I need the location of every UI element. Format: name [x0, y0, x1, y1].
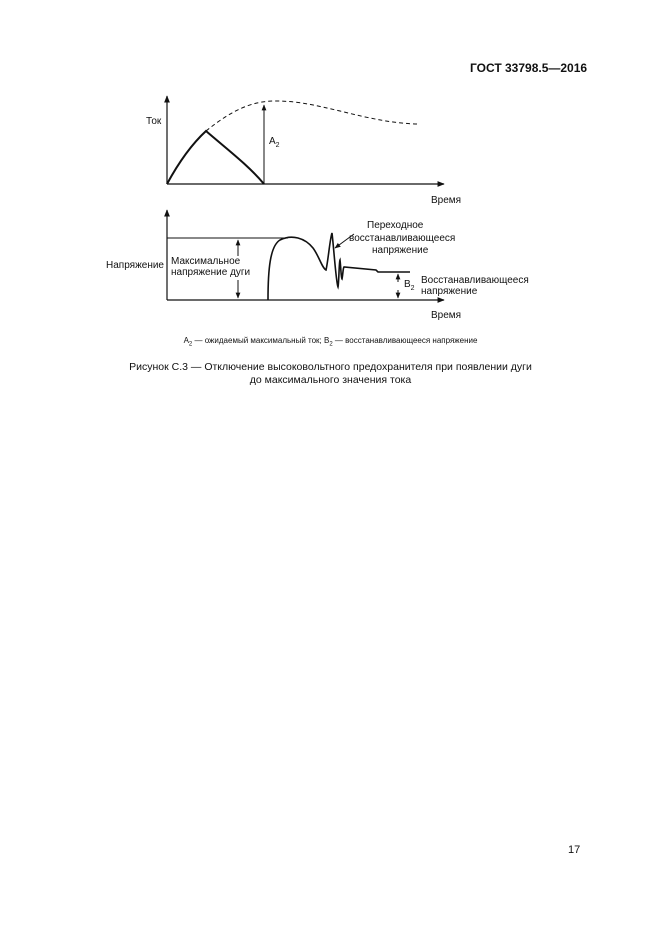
page-number: 17 — [568, 844, 581, 856]
figure-caption — [0, 361, 661, 387]
transient-label-line1: Переходное — [367, 220, 424, 231]
legend-b-letter: B — [324, 336, 330, 345]
legend-b-text: — восстанавливающееся напряжение — [332, 336, 478, 345]
standard-header: ГОСТ 33798.5—2016 — [470, 61, 588, 75]
b2-label: $B_2$ — [404, 279, 415, 292]
max-arc-label-line1: Максимальное — [171, 256, 241, 267]
caption-line1: Рисунок С.3 — Отключение высоковольтного предохранителя при появлении дуги — [129, 361, 532, 373]
recovery-label-line2: напряжение — [421, 286, 478, 297]
legend-a-text: — ожидаемый максимальный ток; — [192, 336, 325, 345]
time-label-top: Время — [431, 195, 462, 206]
figure-legend — [0, 336, 661, 348]
caption-line2: до максимального значения тока — [249, 374, 412, 386]
fuse-interruption-figure — [0, 0, 661, 330]
current-curve — [167, 131, 264, 184]
voltage-axis-label: Напряжение — [106, 260, 164, 271]
prospective-current-dashed — [206, 101, 420, 131]
max-arc-label-line2: напряжение дуги — [171, 267, 251, 278]
recovery-label-line1: Восстанавливающееся — [421, 275, 529, 286]
time-label-bottom: Время — [431, 310, 462, 321]
legend-b-sub: 2 — [329, 341, 333, 348]
current-axis-label: Ток — [146, 116, 162, 127]
a2-label: $A_2$ — [269, 136, 280, 149]
legend-a-letter: A — [183, 336, 189, 345]
legend-a-sub: 2 — [188, 341, 193, 348]
transient-label-line2: восстанавливающееся — [349, 233, 456, 244]
transient-label-line3: напряжение — [372, 245, 429, 256]
